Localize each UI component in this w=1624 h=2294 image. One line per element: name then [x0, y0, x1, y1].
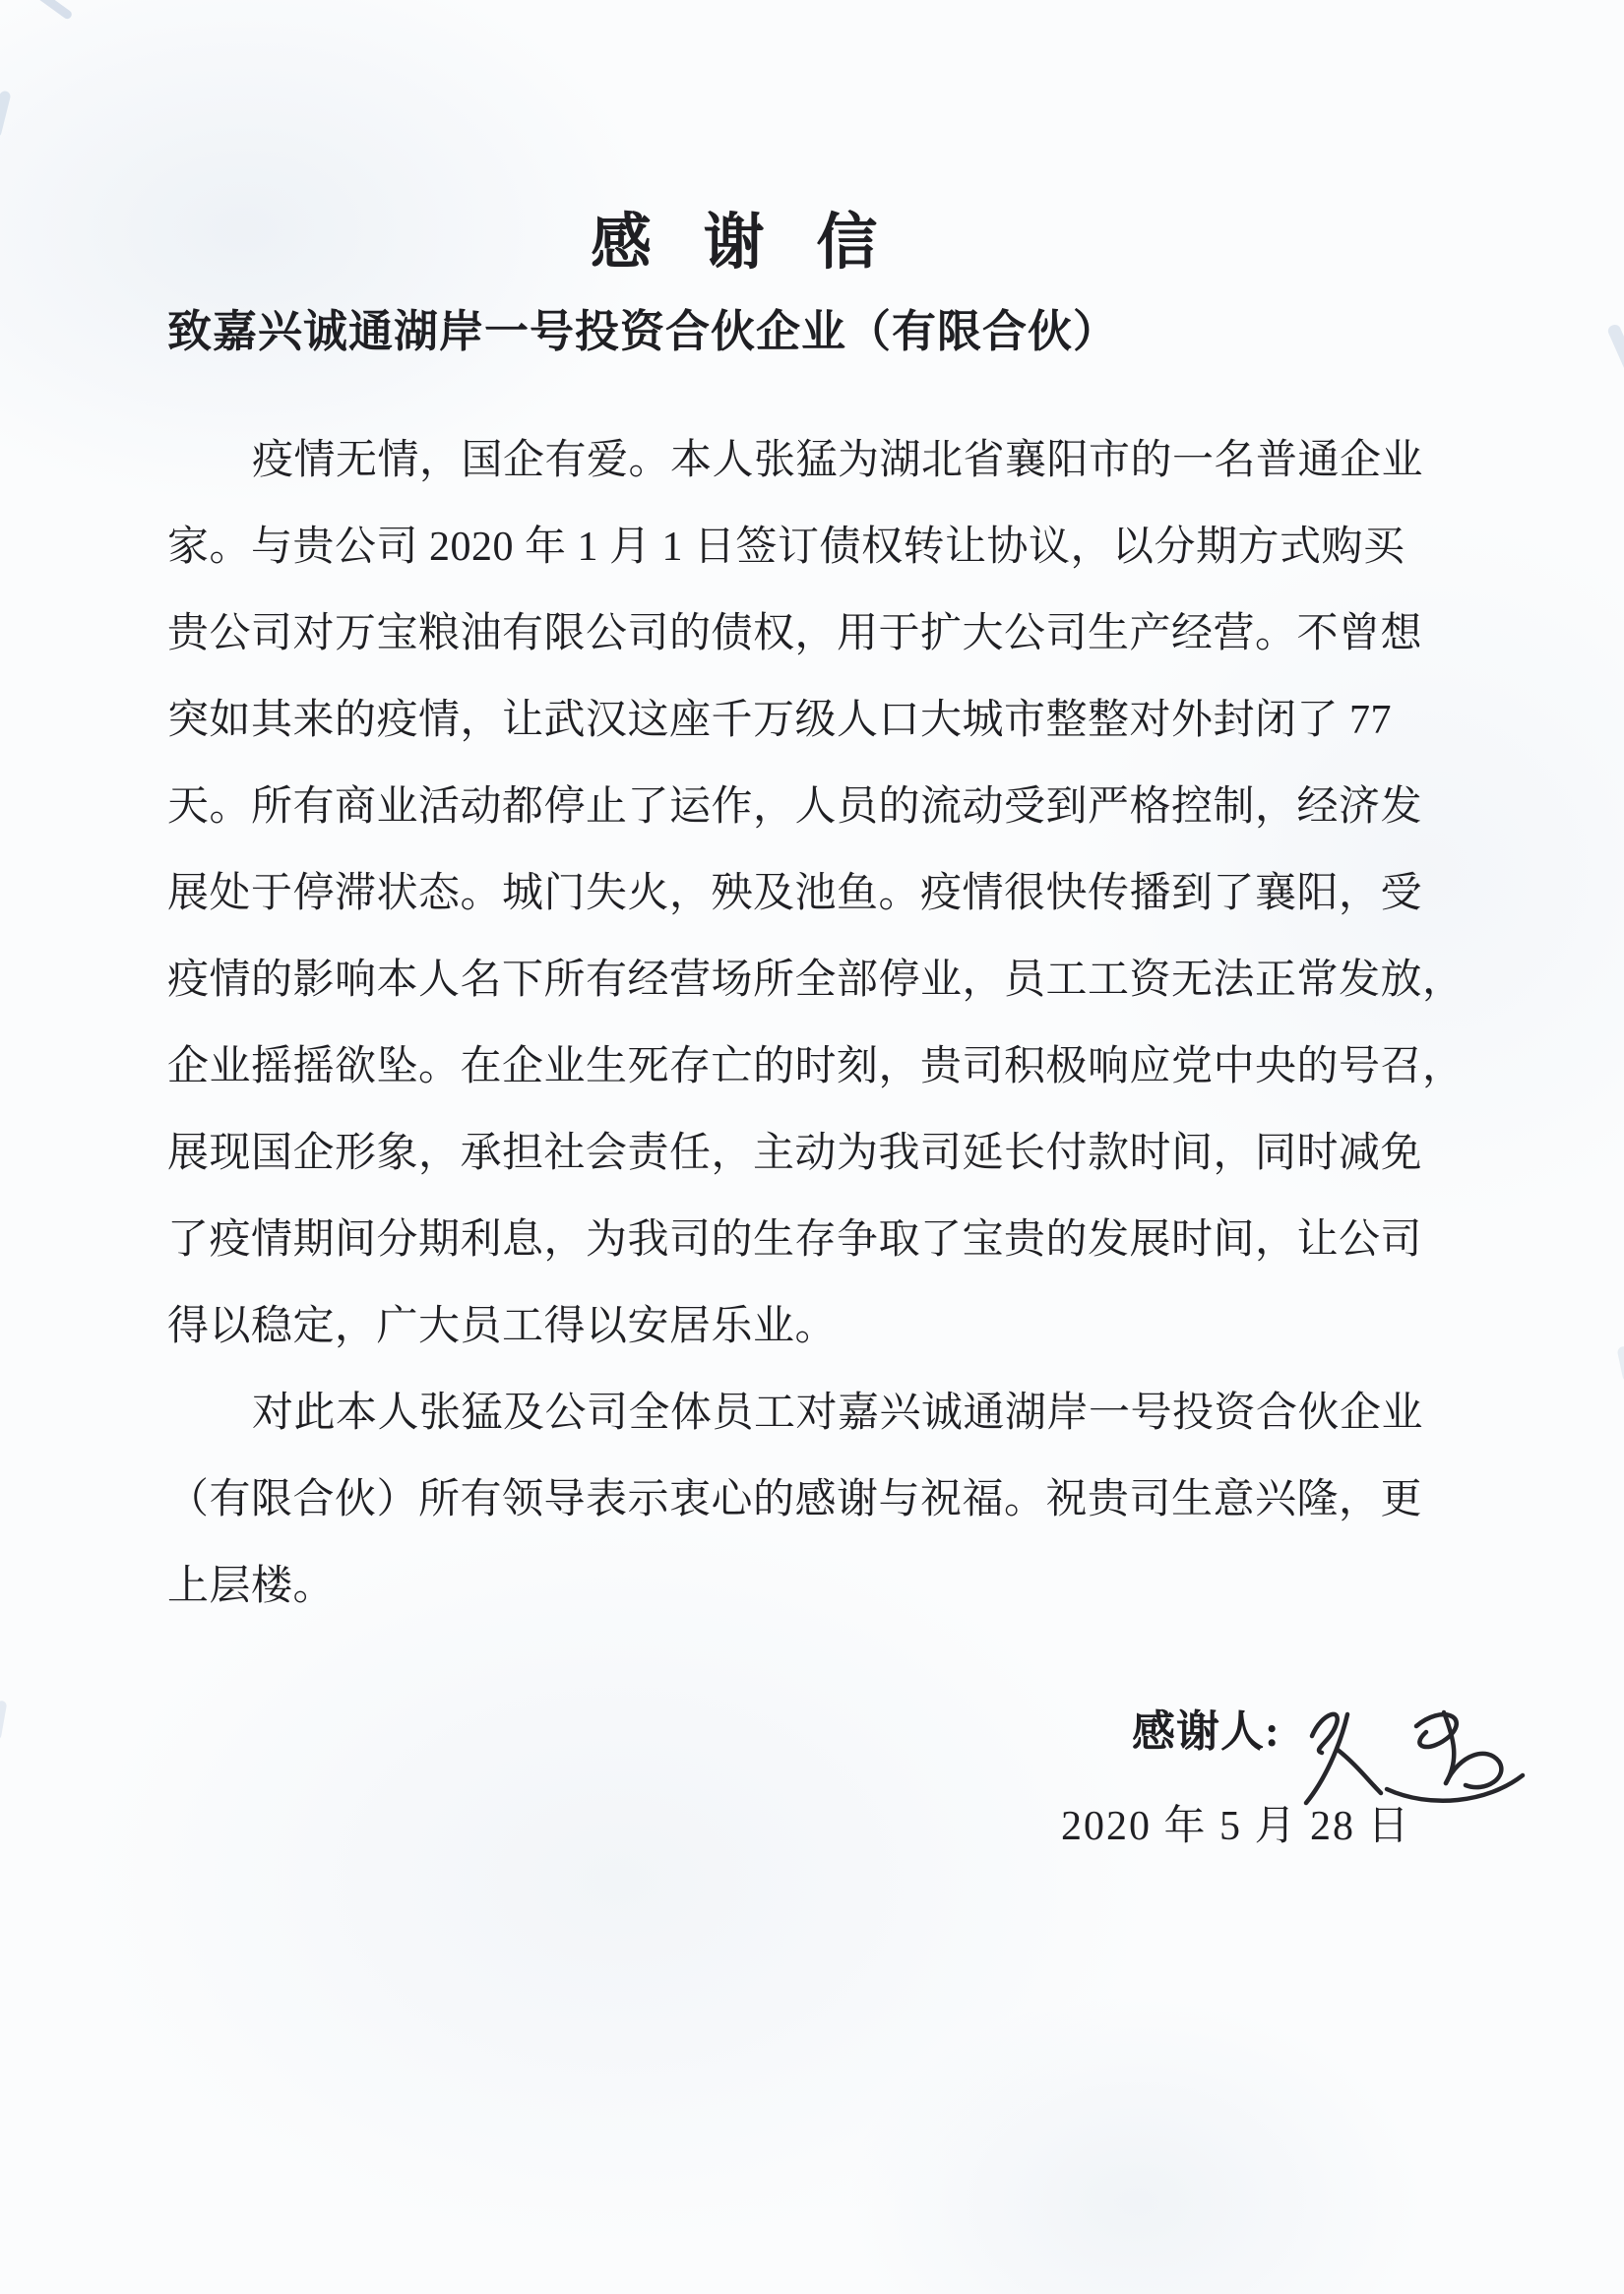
scan-artifact [1616, 1345, 1624, 1383]
body-line: 上层楼。 [167, 1564, 336, 1609]
scan-artifact [1606, 323, 1624, 384]
body-line: 疫情无情，国企有爱。本人张猛为湖北省襄阳市的一名普通企业 [252, 438, 1424, 483]
signature-label: 感谢人: [1132, 1707, 1280, 1756]
body-line: 得以稳定，广大员工得以安居乐业。 [167, 1304, 838, 1349]
body-line: 展现国企形象，承担社会责任，主动为我司延长付款时间，同时减免 [167, 1131, 1423, 1176]
body-line: 突如其来的疫情，让武汉这座千万级人口大城市整整对外封闭了 77 [167, 698, 1393, 743]
letter-date: 2020 年 5 月 28 日 [1061, 1804, 1411, 1849]
scan-artifact [17, 0, 73, 21]
letter-title: 感 谢 信 [590, 210, 896, 277]
body-line: （有限合伙）所有领导表示衷心的感谢与祝福。祝贵司生意兴隆，更 [167, 1477, 1423, 1522]
body-line: 了疫情期间分期利息，为我司的生存争取了宝贵的发展时间，让公司 [167, 1217, 1423, 1263]
body-line: 贵公司对万宝粮油有限公司的债权，用于扩大公司生产经营。不曾想 [167, 611, 1423, 656]
body-line: 展处于停滞状态。城门失火，殃及池鱼。疫情很快传播到了襄阳，受 [167, 871, 1423, 916]
letter-salutation: 致嘉兴诚通湖岸一号投资合伙企业（有限合伙） [167, 307, 1119, 356]
letter-body [167, 417, 1465, 1630]
body-line: 天。所有商业活动都停止了运作，人员的流动受到严格控制，经济发 [167, 784, 1423, 830]
body-line: 疫情的影响本人名下所有经营场所全部停业，员工工资无法正常发放， [167, 958, 1465, 1003]
scan-artifact [0, 1700, 7, 1740]
scan-artifact [0, 90, 12, 138]
body-line: 对此本人张猛及公司全体员工对嘉兴诚通湖岸一号投资合伙企业 [252, 1391, 1424, 1436]
body-line: 企业摇摇欲坠。在企业生死存亡的时刻，贵司积极响应党中央的号召， [167, 1044, 1465, 1089]
body-line: 家。与贵公司 2020 年 1 月 1 日签订债权转让协议，以分期方式购买 [167, 525, 1405, 570]
